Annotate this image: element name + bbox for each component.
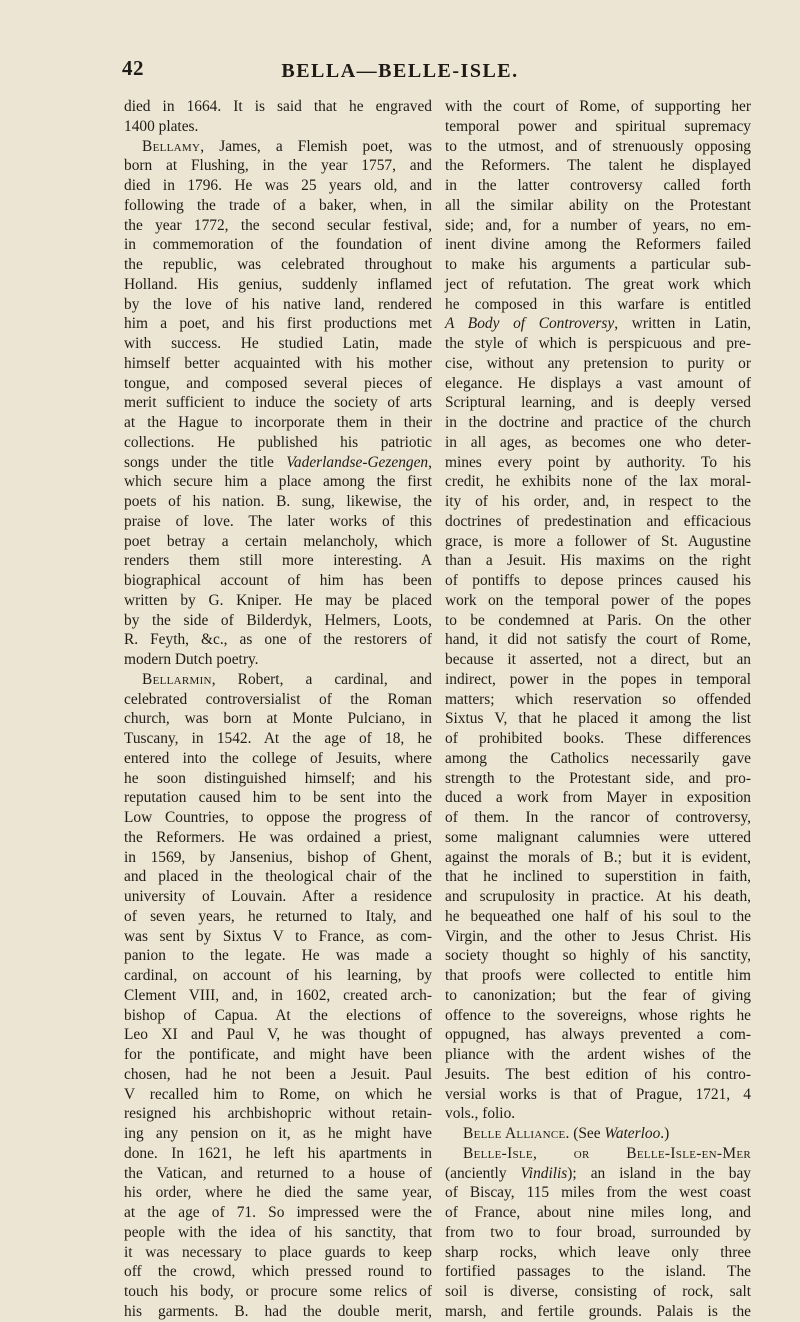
text-line: Scriptural learning, and is deeply versed (445, 394, 751, 412)
text-line: songs under the title Vaderlandse-Gezengen, (124, 453, 432, 471)
text-line: to the utmost, and of strenuously opposing (445, 137, 751, 155)
text-line: Holland. His genius, suddenly inflamed (124, 275, 432, 293)
right-column (445, 97, 751, 1322)
text-line: following the trade of a baker, when, in (124, 196, 432, 214)
text-line: R. Feyth, &c., as one of the restorers of (124, 631, 432, 649)
text-line: tongue, and composed several pieces of (124, 374, 432, 392)
text-line: the Reformers. He was ordained a priest, (124, 828, 432, 846)
text-line: doctrines of predestination and efficacious (445, 512, 751, 530)
text-line: died in 1796. He was 25 years old, and (124, 177, 432, 194)
text-line: church, was born at Monte Pulciano, in (124, 710, 432, 728)
text-line: 1400 plates. (124, 117, 199, 135)
text-line: the Vatican, and returned to a house of (124, 1164, 432, 1182)
text-line: some malignant calumnies were uttered (445, 828, 751, 846)
text-line: he bequeathed one half of his soul to the (445, 907, 751, 925)
left-column (124, 97, 432, 1322)
text-line: vols., folio. (445, 1105, 516, 1123)
text-line: which secure him a place among the first (124, 473, 432, 491)
text-line: side; and, for a number of years, no em- (445, 216, 751, 234)
text-line: than a Jesuit. His maxims on the right (445, 552, 751, 570)
text-line: against the morals of B.; but it is evident, (445, 848, 751, 866)
text-line: oppugned, has always prevented a com- (445, 1026, 751, 1044)
text-line: in the doctrine and practice of the church (445, 414, 751, 431)
page-number: 42 (122, 56, 144, 80)
text-line: indirect, power in the popes in temporal (445, 670, 751, 688)
text-line: merit sufficient to induce the society of arts (124, 394, 432, 412)
text-line: died in 1664. It is said that he engraved (124, 98, 432, 115)
text-line: resigned his archbishopric without retain- (124, 1105, 432, 1123)
text-line: he soon distinguished himself; and his (124, 769, 432, 787)
text-line: his order, where he died the same year, (124, 1184, 432, 1202)
text-line: chosen, had he not been a Jesuit. Paul (124, 1065, 432, 1083)
text-line: work on the temporal power of the popes (445, 591, 751, 609)
text-line: him a poet, and his first productions met (124, 315, 432, 333)
text-line: was sent by Sixtus V to France, as com- (124, 927, 432, 945)
text-line: at the age of 71. So impressed were the (124, 1204, 432, 1221)
text-line: Clement VIII, and, in 1602, created arch- (124, 986, 432, 1004)
text-line: he composed in this warfare is entitled (445, 295, 751, 313)
text-line: of prohibited books. These differences (445, 730, 751, 747)
text-line: in all ages, as becomes one who deter- (445, 433, 751, 451)
text-line: entered into the college of Jesuits, where (124, 749, 432, 767)
text-line: people with the idea of his sanctity, that (124, 1223, 432, 1241)
text-line: all the similar ability on the Protestant (445, 196, 751, 214)
text-line: praise of love. The later works of this (124, 512, 432, 530)
text-line: offence to the sovereigns, whose rights he (445, 1006, 751, 1024)
text-line: inent divine among the Reformers failed (445, 236, 751, 254)
text-line: his garments. B. had the double merit, (124, 1302, 432, 1320)
text-line: that he inclined to superstition in faith, (445, 868, 751, 886)
text-line: and scrupulosity in practice. At his death, (445, 888, 751, 905)
text-line: at the Hague to incorporate them in their (124, 414, 432, 431)
text-line: Tuscany, in 1542. At the age of 18, he (124, 730, 432, 747)
text-line: the year 1772, the second secular festival, (124, 216, 432, 234)
text-line: ity of his order, and, in respect to the (445, 493, 751, 510)
text-line: done. In 1621, he left his apartments in (124, 1144, 432, 1162)
text-line: by the side of Bilderdyk, Helmers, Loots, (124, 611, 432, 629)
text-line: in commemoration of the foundation of (124, 236, 432, 254)
text-line: to canonization; but the fear of giving (445, 986, 751, 1004)
text-line: poets of his nation. B. sung, likewise, the (124, 493, 432, 510)
text-line: Bellamy, James, a Flemish poet, was (142, 137, 432, 155)
text-line: of seven years, he returned to Italy, and (124, 907, 432, 925)
text-line: Virgin, and the other to Jesus Christ. His (445, 927, 751, 945)
text-line: hand, it did not satisfy the court of Rome, (445, 631, 751, 649)
text-line: cardinal, on account of his learning, by (124, 967, 432, 984)
text-line: because it asserted, not a direct, but an (445, 651, 751, 668)
text-line: of Biscay, 115 miles from the west coast (445, 1184, 751, 1202)
text-line: that proofs were collected to entitle him (445, 967, 751, 984)
text-line: Low Countries, to oppose the progress of (124, 809, 432, 826)
text-line: cise, without any pretension to purity or (445, 354, 751, 372)
text-line: elegance. He displays a vast amount of (445, 374, 751, 392)
text-line: the republic, was celebrated throughout (124, 256, 432, 273)
text-line: A Body of Controversy, written in Latin, (445, 315, 751, 333)
text-line: for the pontificate, and might have been (124, 1046, 432, 1063)
text-line: to be condemned at Paris. On the other (445, 611, 751, 629)
text-line: the Reformers. The talent he displayed (445, 157, 751, 175)
text-line: among the Catholics necessarily gave (445, 749, 751, 767)
text-line: temporal power and spiritual supremacy (445, 117, 751, 135)
text-line: modern Dutch poetry. (124, 651, 259, 668)
text-line: fortified passages to the island. The (445, 1263, 751, 1281)
text-line: to make his arguments a particular sub- (445, 256, 751, 273)
text-line: with success. He studied Latin, made (124, 335, 432, 352)
text-line: grace, is more a follower of St. Augustine (445, 532, 751, 550)
running-head: BELLA—BELLE-ISLE. (281, 60, 519, 82)
text-line: Leo XI and Paul V, he was thought of (124, 1026, 432, 1044)
text-line: it was necessary to place guards to keep (124, 1243, 432, 1261)
text-line: with the court of Rome, of supporting her (445, 98, 751, 115)
text-line: himself better acquainted with his mother (124, 354, 432, 372)
text-line: written by G. Kniper. He may be placed (124, 591, 432, 609)
text-line: poet betray a certain melancholy, which (124, 532, 432, 550)
text-line: bishop of Capua. At the elections of (124, 1006, 432, 1024)
text-line: and placed in the theological chair of the (124, 868, 432, 886)
text-line: Sixtus V, that he placed it among the list (445, 710, 751, 728)
text-line: ject of refutation. The great work which (445, 275, 751, 293)
text-line: of pontiffs to depose princes caused his (445, 572, 751, 589)
text-line: duced a work from Mayer in exposition (445, 789, 751, 807)
text-line: (anciently Vindilis); an island in the bay (445, 1164, 751, 1182)
text-line: touch his body, or procure some relics of (124, 1283, 432, 1300)
text-line: off the crowd, which pressed round to (124, 1263, 432, 1281)
text-line: Jesuits. The best edition of his contro- (445, 1065, 751, 1083)
text-line: strength to the Protestant side, and pro- (445, 769, 751, 787)
text-line: ing any pension on it, as he might have (124, 1125, 432, 1142)
text-line: reputation caused him to be sent into the (124, 789, 432, 807)
text-line: from two to four broad, surrounded by (445, 1223, 751, 1241)
text-line: matters; which reservation so offended (445, 690, 751, 708)
text-line: in the latter controversy called forth (445, 177, 751, 194)
text-line: Belle-Isle, or Belle-Isle-en-Mer (463, 1144, 751, 1162)
text-line: renders them still more interesting. A (124, 552, 432, 570)
text-line: by the love of his native land, rendered (124, 295, 432, 313)
text-line: V recalled him to Rome, on which he (124, 1085, 432, 1103)
text-line: of France, about nine miles long, and (445, 1204, 751, 1221)
text-line: celebrated controversialist of the Roman (124, 690, 432, 708)
text-line: panion to the legate. He was made a (124, 947, 432, 965)
text-line: credit, he exhibits none of the lax moral- (445, 473, 751, 491)
text-line: Belle Alliance. (See Waterloo.) (463, 1125, 670, 1142)
text-line: biographical account of him has been (124, 572, 432, 589)
text-line: university of Louvain. After a residence (124, 888, 432, 905)
text-line: sharp rocks, which leave only three (445, 1243, 751, 1261)
text-line: marsh, and fertile grounds. Palais is the (445, 1302, 751, 1320)
text-line: versial works is that of Prague, 1721, 4 (445, 1085, 751, 1103)
text-line: collections. He published his patriotic (124, 433, 432, 451)
text-line: mines every point by authority. To his (445, 453, 751, 471)
text-line: pliance with the ardent wishes of the (445, 1046, 751, 1063)
text-line: in 1569, by Jansenius, bishop of Ghent, (124, 848, 432, 866)
text-line: born at Flushing, in the year 1757, and (124, 157, 432, 175)
text-line: the style of which is perspicuous and pre- (445, 335, 751, 352)
text-line: society thought so highly of his sanctity, (445, 947, 751, 965)
text-line: Bellarmin, Robert, a cardinal, and (142, 670, 432, 688)
text-line: of them. In the rancor of controversy, (445, 809, 751, 826)
text-line: soil is diverse, consisting of rock, salt (445, 1283, 751, 1300)
